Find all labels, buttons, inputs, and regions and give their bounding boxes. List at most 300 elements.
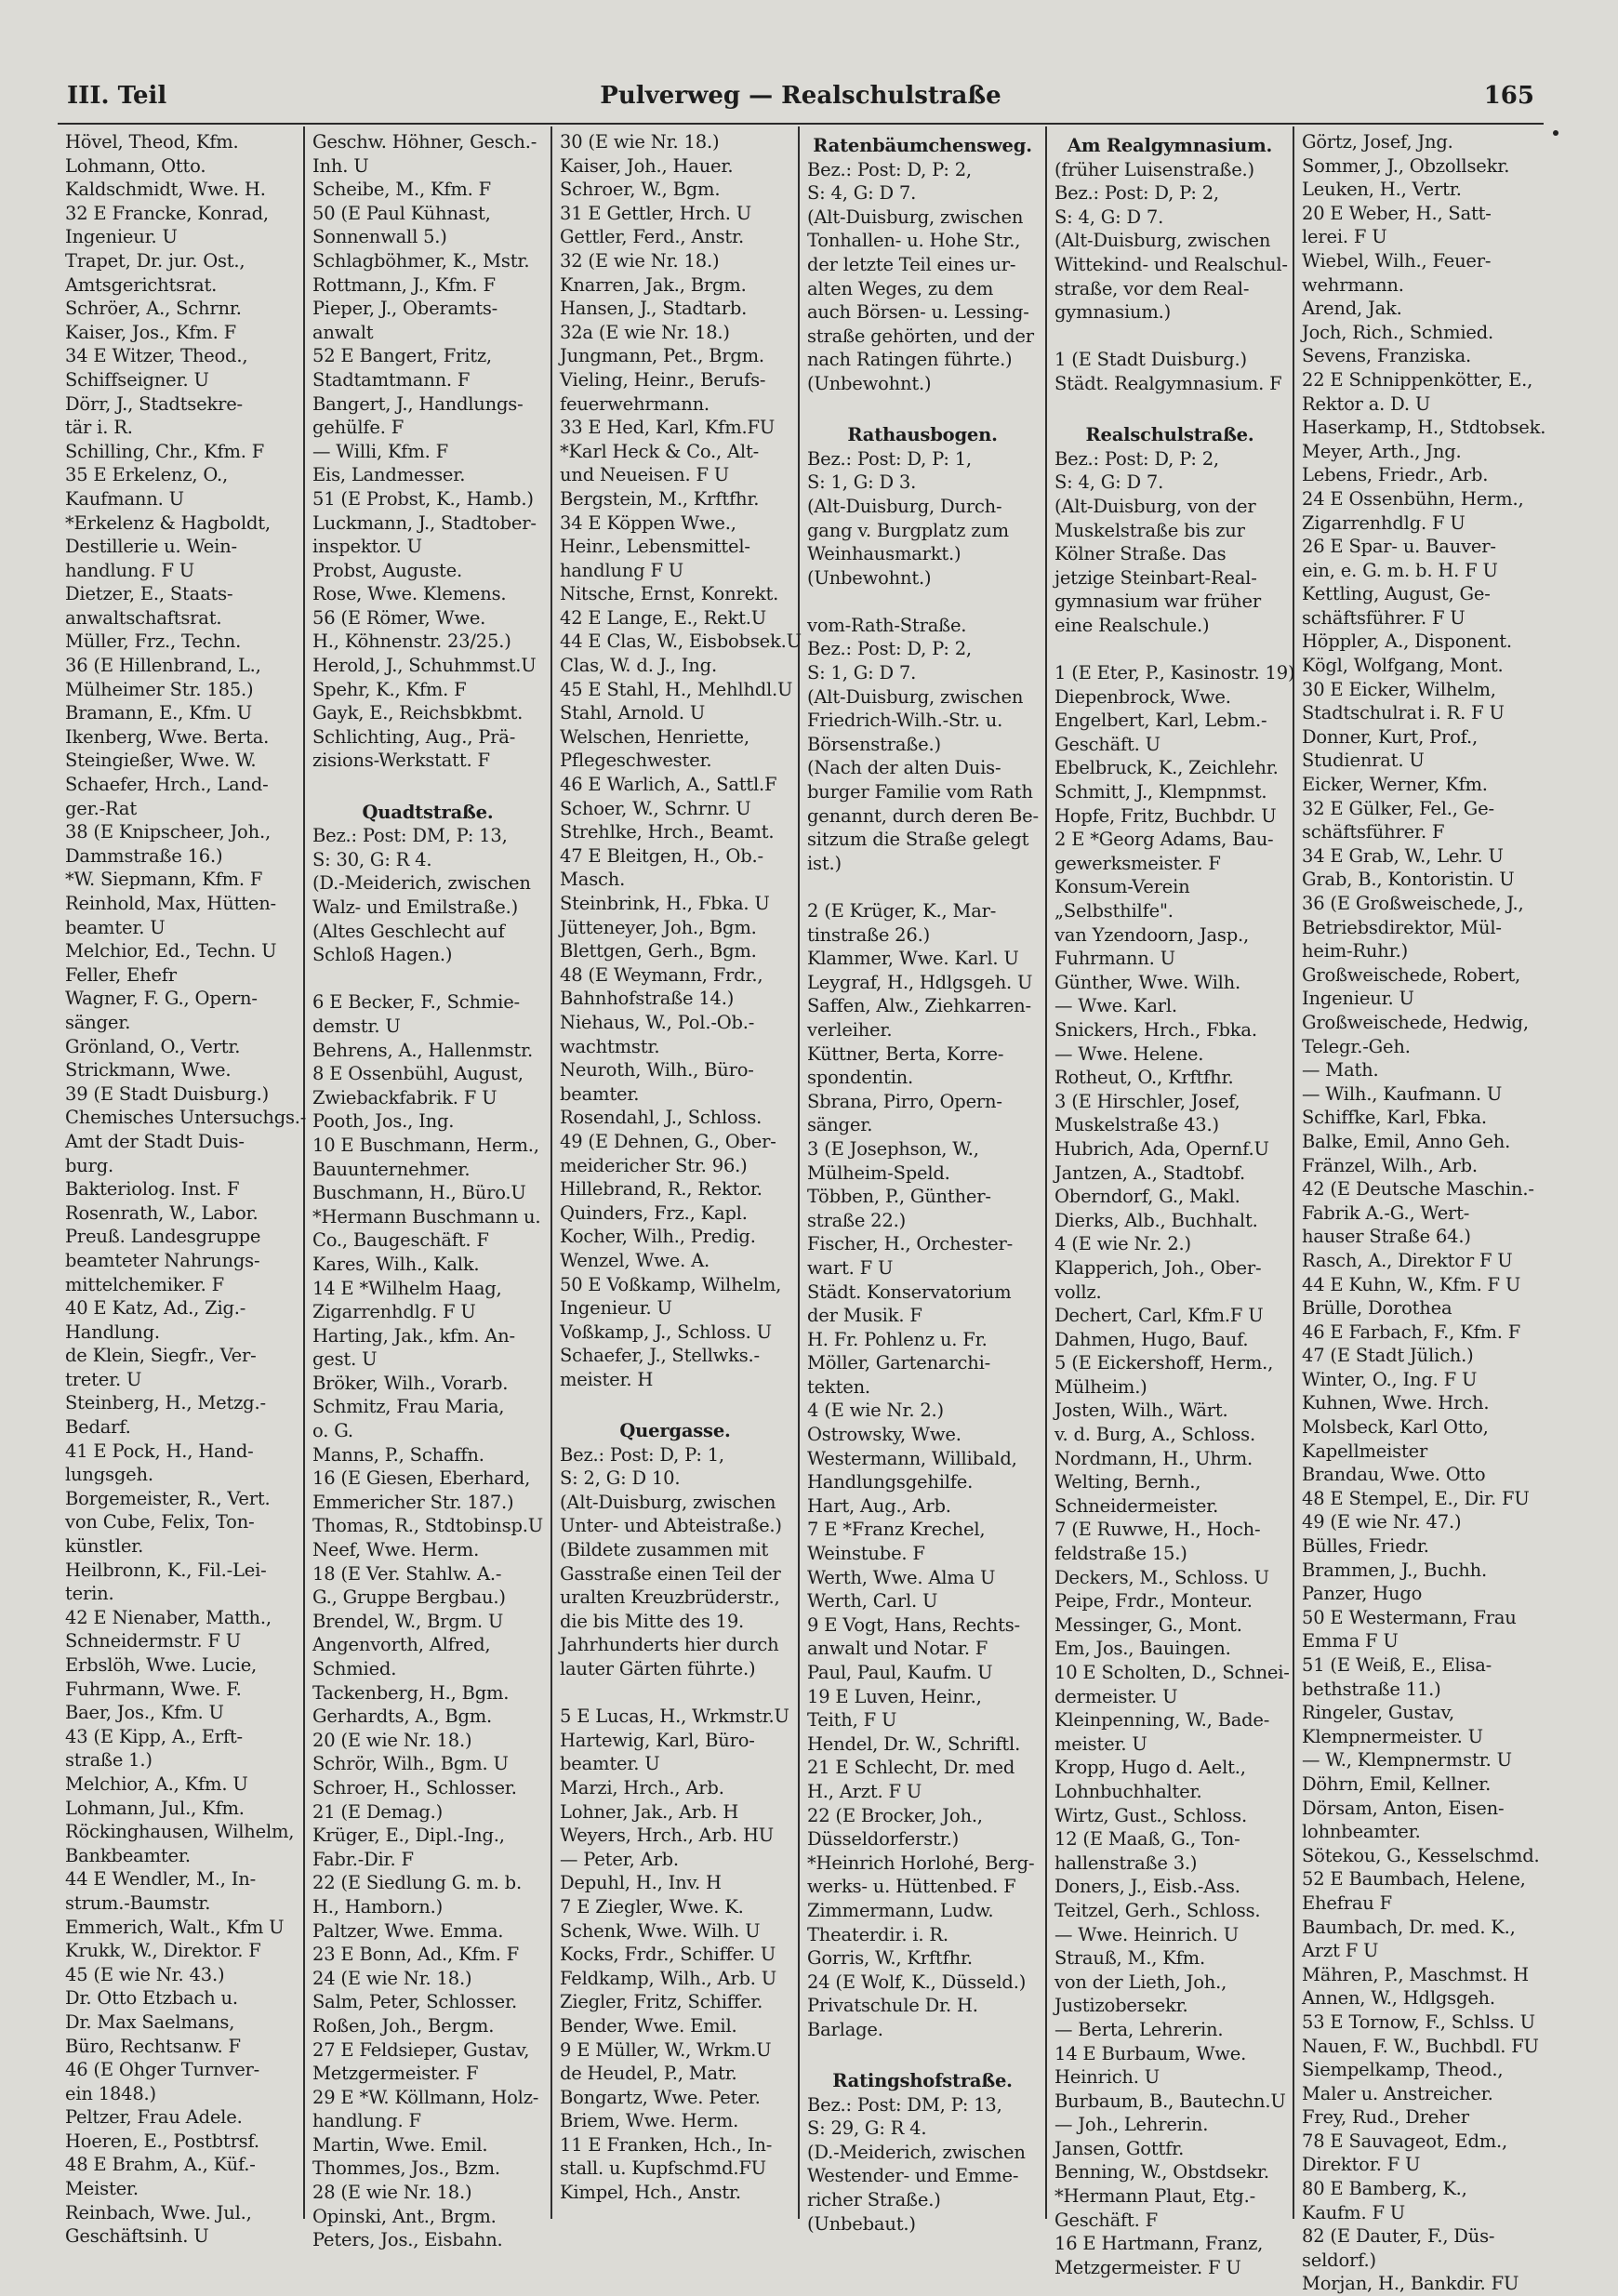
directory-line: auch Börsen- u. Lessing-: [807, 301, 1029, 324]
directory-line: Masch.: [560, 869, 626, 891]
directory-line: Weinstube. F: [807, 1543, 925, 1565]
directory-line: Stahl, Arnold. U: [560, 702, 706, 724]
column-6: [1294, 126, 1546, 2295]
directory-line: Pieper, J., Oberamts-: [312, 298, 498, 320]
directory-line: Quinders, Frz., Kapl.: [560, 1201, 748, 1224]
directory-line: Zigarrenhdlg. F U: [312, 1301, 476, 1323]
directory-line: Baumbach, Dr. med. K.,: [1302, 1916, 1516, 1938]
directory-line: *Karl Heck & Co., Alt-: [560, 440, 759, 462]
directory-line: Annen, W., Hdlgsgeh.: [1302, 1987, 1495, 2010]
directory-line: Städt. Konservatorium: [807, 1281, 1012, 1303]
directory-line: Burbaum, B., Bautechn.U: [1054, 2090, 1286, 2112]
directory-line: Maler u. Anstreicher.: [1302, 2082, 1493, 2104]
directory-line: Rektor a. D. U: [1302, 392, 1431, 415]
directory-line: Leygraf, H., Hdlgsgeh. U: [807, 971, 1033, 993]
directory-line: straße, vor dem Real-: [1054, 277, 1250, 299]
directory-line: Pooth, Jos., Ing.: [312, 1110, 455, 1133]
directory-line: 10 E Buschmann, Herm.,: [312, 1134, 539, 1156]
directory-line: 52 E Bangert, Fritz,: [312, 345, 492, 367]
directory-line: [1054, 637, 1285, 661]
directory-line: 10 E Scholten, D., Schnei-: [1054, 1662, 1290, 1683]
directory-line: Krüger, E., Dipl.-Ing.,: [312, 1825, 505, 1847]
directory-line: stall. u. Kupfschmd.FU: [560, 2157, 766, 2180]
directory-line: Heinrich. U: [1054, 2066, 1160, 2089]
directory-line: v. d. Burg, A., Schloss.: [1054, 1424, 1255, 1446]
directory-line: 45 E Stahl, H., Mehlhdl.U: [560, 678, 793, 700]
directory-line: o. G.: [312, 1420, 353, 1442]
directory-line: Dörr, J., Stadtsekre-: [65, 392, 243, 415]
directory-line: Werth, Wwe. Alma U: [807, 1566, 996, 1588]
directory-line: H. Fr. Pohlenz u. Fr.: [807, 1328, 988, 1350]
directory-line: H., Arzt. F U: [807, 1780, 922, 1802]
column-1: [58, 126, 307, 2248]
directory-line: 3 (E Hirschler, Josef,: [1054, 1090, 1240, 1112]
directory-line: Steinberg, H., Metzg.-: [65, 1392, 266, 1414]
directory-line: 32 E Gülker, Fel., Ge-: [1302, 797, 1494, 819]
directory-line: Bez.: Post: D, P: 2,: [807, 638, 972, 660]
directory-line: bethstraße 11.): [1302, 1678, 1441, 1700]
ink-speck: [1553, 130, 1558, 136]
directory-line: 29 E *W. Köllmann, Holz-: [312, 2086, 539, 2108]
directory-line: Tonhallen- u. Hohe Str.,: [807, 230, 1021, 252]
directory-line: Oberndorf, G., Makl.: [1054, 1186, 1240, 1208]
directory-line: anwaltschaftsrat.: [65, 606, 222, 629]
directory-line: (Alt-Duisburg, Durch-: [807, 495, 1002, 517]
directory-line: Klempnermeister. U: [1302, 1725, 1483, 1747]
directory-line: — Wwe. Heinrich. U: [1054, 1923, 1239, 1945]
directory-line: Bez.: Post: D, P: 1,: [807, 447, 972, 470]
directory-line: [560, 1681, 790, 1705]
directory-line: 7 E *Franz Krechel,: [807, 1519, 986, 1541]
directory-line: Amt der Stadt Duis-: [65, 1130, 245, 1152]
directory-line: uralten Kreuzbrüderstr.,: [560, 1586, 780, 1609]
directory-line: S: 30, G: R 4.: [312, 848, 432, 870]
directory-line: alten Weges, zu dem: [807, 277, 994, 299]
directory-line: Trapet, Dr. jur. Ost.,: [65, 249, 245, 272]
directory-line: Grönland, O., Vertr.: [65, 1035, 241, 1057]
directory-line: und Neueisen. F U: [560, 464, 730, 486]
directory-line: Opinski, Ant., Brgm.: [312, 2205, 497, 2227]
directory-line: 12 (E Maaß, G., Ton-: [1054, 1828, 1240, 1851]
directory-line: Behrens, A., Hallenmstr.: [312, 1039, 534, 1061]
directory-line: Ikenberg, Wwe. Berta.: [65, 725, 270, 748]
directory-line: Teitzel, Gerh., Schloss.: [1054, 1899, 1261, 1921]
directory-line: 49 (E wie Nr. 47.): [1302, 1511, 1462, 1533]
directory-line: Marzi, Hrch., Arb.: [560, 1776, 724, 1798]
directory-line: Schiffke, Karl, Fbka.: [1302, 1107, 1487, 1129]
directory-line: 22 (E Siedlung G. m. b.: [312, 1872, 522, 1894]
directory-line: Hart, Aug., Arb.: [807, 1494, 951, 1517]
directory-line: 44 E Wendler, M., In-: [65, 1868, 257, 1891]
directory-line: wachtmstr.: [560, 1035, 660, 1057]
directory-line: Kimpel, Hch., Anstr.: [560, 2182, 741, 2204]
directory-line: Sötekou, G., Kesselschmd.: [1302, 1844, 1540, 1866]
directory-line: die bis Mitte des 19.: [560, 1610, 745, 1632]
directory-line: beamteter Nahrungs-: [65, 1249, 260, 1271]
directory-line: Metzgermeister. F U: [1054, 2256, 1241, 2278]
directory-line: sänger.: [65, 1011, 131, 1033]
directory-line: (D.-Meiderich, zwischen: [807, 2141, 1026, 2163]
directory-line: Kocks, Frdr., Schiffer. U: [560, 1944, 776, 1966]
directory-line: Düsseldorferstr.): [807, 1828, 960, 1851]
directory-line: Wittekind- und Realschul-: [1054, 253, 1288, 275]
directory-line: Clas, W. d. J., Ing.: [560, 655, 717, 677]
directory-line: 34 E Witzer, Theod.,: [65, 345, 248, 367]
directory-line: 7 E Ziegler, Wwe. K.: [560, 1895, 744, 1918]
directory-line: Morjan, H., Bankdir. FU: [1302, 2273, 1519, 2295]
directory-line: 4 (E wie Nr. 2.): [807, 1400, 944, 1422]
directory-line: Panzer, Hugo: [1302, 1583, 1423, 1605]
directory-line: Thommes, Jos., Bzm.: [312, 2157, 500, 2180]
directory-line: 5 E Lucas, H., Wrkmstr.U: [560, 1705, 789, 1728]
directory-line: [807, 2042, 1038, 2066]
directory-line: Deckers, M., Schloss. U: [1054, 1566, 1269, 1588]
directory-line: Büro, Rechtsanw. F: [65, 2035, 241, 2057]
directory-line: 2 (E Krüger, K., Mar-: [807, 900, 997, 922]
directory-line: Barlage.: [807, 2018, 883, 2040]
directory-line: Kaufm. F U: [1302, 2201, 1406, 2223]
column-4: [800, 126, 1047, 2235]
directory-line: — Berta, Lehrerin.: [1054, 2018, 1224, 2040]
directory-line: „Selbsthilfe".: [1054, 900, 1174, 922]
directory-line: Diepenbrock, Wwe.: [1054, 685, 1231, 708]
directory-line: Mülheim-Speld.: [807, 1161, 950, 1184]
directory-line: Vieling, Heinr., Berufs-: [560, 368, 766, 391]
directory-line: Spehr, K., Kfm. F: [312, 678, 467, 700]
directory-line: 20 E Weber, H., Satt-: [1302, 202, 1492, 224]
directory-line: [1054, 325, 1285, 349]
directory-line: Steingießer, Wwe. W.: [65, 750, 257, 772]
directory-line: Roßen, Joh., Bergm.: [312, 2014, 495, 2037]
directory-line: inspektor. U: [312, 536, 422, 558]
directory-line: Paul, Paul, Kaufm. U: [807, 1662, 993, 1683]
directory-line: 7 (E Ruwwe, H., Hoch-: [1054, 1519, 1261, 1541]
directory-line: Studienrat. U: [1302, 750, 1425, 772]
directory-line: 30 E Eicker, Wilhelm,: [1302, 678, 1496, 700]
directory-line: Hövel, Theod, Kfm.: [65, 131, 239, 153]
running-title: Pulverweg — Realschulstraße: [600, 82, 1001, 110]
directory-line: 22 E Schnippenkötter, E.,: [1302, 368, 1533, 391]
directory-line: feldstraße 15.): [1054, 1543, 1187, 1565]
directory-line: Scheibe, M., Kfm. F: [312, 179, 491, 201]
directory-line: dermeister. U: [1054, 1685, 1178, 1707]
directory-line: [807, 396, 1038, 420]
directory-line: Dr. Otto Etzbach u.: [65, 1987, 238, 2010]
directory-line: Donner, Kurt, Prof.,: [1302, 725, 1478, 748]
directory-line: Lohnbuchhalter.: [1054, 1780, 1202, 1802]
directory-line: — Wwe. Helene.: [1054, 1042, 1204, 1065]
directory-line: Schmitt, J., Klempnmst.: [1054, 781, 1267, 803]
directory-line: Lohmann, Otto.: [65, 154, 206, 177]
directory-line: Bez.: Post: D, P: 2,: [1054, 447, 1219, 470]
directory-line: Blettgen, Gerh., Bgm.: [560, 940, 757, 962]
directory-line: Reinbach, Wwe. Jul.,: [65, 2201, 252, 2223]
directory-line: Dahmen, Hugo, Bauf.: [1054, 1328, 1249, 1350]
directory-line: — W., Klempnermstr. U: [1302, 1749, 1512, 1772]
directory-line: Geschäft. F: [1054, 2209, 1159, 2231]
directory-line: Wirtz, Gust., Schloss.: [1054, 1804, 1247, 1826]
directory-line: 47 (E Stadt Jülich.): [1302, 1345, 1474, 1367]
directory-line: Neuroth, Wilh., Büro-: [560, 1059, 754, 1082]
directory-line: Inh. U: [312, 154, 369, 177]
directory-line: Peipe, Frdr., Monteur.: [1054, 1590, 1253, 1613]
directory-line: tekten.: [807, 1375, 870, 1398]
directory-line: Eis, Landmesser.: [312, 464, 466, 486]
directory-line: Schilling, Chr., Kfm. F: [65, 440, 265, 462]
directory-line: handlung. F: [312, 2110, 421, 2132]
directory-line: vom-Rath-Straße.: [807, 614, 967, 636]
directory-line: 30 (E wie Nr. 18.): [560, 131, 720, 153]
directory-line: Handlungsgehilfe.: [807, 1471, 974, 1493]
directory-line: demstr. U: [312, 1015, 401, 1037]
directory-line: 32 (E wie Nr. 18.): [560, 249, 720, 272]
directory-line: 24 (E Wolf, K., Düsseld.): [807, 1971, 1027, 1993]
directory-line: Bedarf.: [65, 1416, 131, 1439]
directory-line: schäftsführer. F: [1302, 821, 1445, 843]
directory-line: Rosenrath, W., Labor.: [65, 1201, 259, 1224]
directory-line: gehülfe. F: [312, 417, 404, 439]
directory-line: Hubrich, Ada, Opernf.U: [1054, 1137, 1269, 1160]
directory-line: straße 22.): [807, 1209, 906, 1231]
directory-line: Kocher, Wilh., Predig.: [560, 1226, 756, 1248]
directory-line: Ingenieur. U: [1302, 988, 1414, 1010]
directory-line: S: 1, G: D 7.: [807, 662, 917, 684]
directory-line: Joch, Rich., Schmied.: [1302, 321, 1494, 343]
directory-line: Hartewig, Karl, Büro-: [560, 1729, 755, 1751]
directory-line: 33 E Hed, Karl, Kfm.FU: [560, 417, 776, 439]
directory-line: Bankbeamter.: [65, 1844, 191, 1866]
directory-line: Bez.: Post: DM, P: 13,: [807, 2093, 1002, 2116]
directory-line: Strauß, M., Kfm.: [1054, 1947, 1205, 1970]
directory-line: 9 E Vogt, Hans, Rechts-: [807, 1613, 1020, 1636]
directory-line: 28 (E wie Nr. 18.): [312, 2182, 472, 2204]
directory-line: Hoeren, E., Postbtrsf.: [65, 2130, 259, 2152]
directory-line: 48 E Stempel, E., Dir. FU: [1302, 1487, 1530, 1509]
directory-line: 56 (E Römer, Wwe.: [312, 606, 486, 629]
directory-line: von Cube, Felix, Ton-: [65, 1511, 255, 1533]
directory-line: schäftsführer. F U: [1302, 606, 1465, 629]
directory-line: Harting, Jak., kfm. An-: [312, 1324, 515, 1347]
directory-line: Ziegler, Fritz, Schiffer.: [560, 1991, 763, 2013]
directory-line: ein 1848.): [65, 2082, 156, 2104]
directory-line: Sonnenwall 5.): [312, 226, 447, 248]
directory-line: (Alt-Duisburg, zwischen: [807, 685, 1024, 708]
directory-line: Melchior, A., Kfm. U: [65, 1772, 248, 1795]
directory-line: Emmerich, Walt., Kfm U: [65, 1916, 285, 1938]
directory-line: beamter. U: [560, 1753, 660, 1775]
directory-line: 47 E Bleitgen, H., Ob.-: [560, 844, 763, 867]
directory-line: Höppler, A., Disponent.: [1302, 630, 1512, 653]
directory-line: Hendel, Dr. W., Schriftl.: [807, 1732, 1021, 1755]
directory-line: Geschäftsinh. U: [65, 2225, 209, 2248]
directory-line: *Erkelenz & Hagboldt,: [65, 511, 271, 534]
directory-line: 22 (E Brocker, Joh.,: [807, 1804, 983, 1826]
directory-line: Schneidermeister.: [1054, 1494, 1219, 1517]
directory-line: Brülle, Dorothea: [1302, 1297, 1452, 1320]
directory-line: Werth, Carl. U: [807, 1590, 938, 1613]
directory-line: Schroer, H., Schlosser.: [312, 1776, 517, 1798]
directory-line: sänger.: [807, 1114, 873, 1136]
directory-line: Hopfe, Fritz, Buchbdr. U: [1054, 804, 1277, 827]
directory-line: 42 E Lange, E., Rekt.U: [560, 606, 766, 629]
directory-line: Probst, Auguste.: [312, 559, 462, 581]
directory-line: S: 29, G: R 4.: [807, 2117, 927, 2140]
directory-line: Kaldschmidt, Wwe. H.: [65, 179, 266, 201]
directory-line: Jahrhunderts hier durch: [560, 1634, 779, 1656]
directory-line: Niehaus, W., Pol.-Ob.-: [560, 1011, 755, 1033]
directory-line: 38 (E Knipscheer, Joh.,: [65, 821, 271, 843]
directory-line: Molsbeck, Karl Otto,: [1302, 1416, 1489, 1439]
directory-line: 50 E Voßkamp, Wilhelm,: [560, 1273, 782, 1295]
directory-line: Kropp, Hugo d. Aelt.,: [1054, 1757, 1246, 1779]
directory-line: Rose, Wwe. Klemens.: [312, 583, 507, 605]
directory-line: Unter- und Abteistraße.): [560, 1515, 782, 1537]
directory-line: Briem, Wwe. Herm.: [560, 2110, 739, 2132]
directory-line: 27 E Feldsieper, Gustav,: [312, 2038, 530, 2061]
directory-line: Salm, Peter, Schlosser.: [312, 1991, 517, 2013]
street-heading: Quergasse.: [619, 1420, 731, 1442]
directory-line: Neef, Wwe. Herm.: [312, 1539, 480, 1561]
directory-line: Snickers, Hrch., Fbka.: [1054, 1018, 1257, 1041]
directory-line: Steinbrink, H., Fbka. U: [560, 893, 770, 914]
directory-line: 41 E Pock, H., Hand-: [65, 1440, 254, 1462]
directory-line: H., Hamborn.): [312, 1895, 444, 1918]
directory-line: [312, 773, 543, 797]
directory-line: 82 (E Dauter, F., Düs-: [1302, 2225, 1495, 2248]
directory-line: Ingenieur. U: [560, 1297, 672, 1320]
directory-line: Strehlke, Hrch., Beamt.: [560, 821, 775, 843]
directory-line: Kaiser, Jos., Kfm. F: [65, 321, 236, 343]
directory-line: Jungmann, Pet., Brgm.: [560, 345, 764, 367]
directory-line: Heinr., Lebensmittel-: [560, 536, 750, 558]
directory-line: Rotheut, O., Krftfhr.: [1054, 1067, 1234, 1089]
directory-line: Mülheim.): [1054, 1375, 1147, 1398]
street-heading: Ratingshofstraße.: [832, 2070, 1013, 2092]
street-heading: Am Realgymnasium.: [1067, 135, 1273, 156]
directory-line: Arend, Jak.: [1302, 298, 1402, 320]
directory-line: Herold, J., Schuhmmst.U: [312, 655, 537, 677]
directory-line: 34 E Köppen Wwe.,: [560, 511, 736, 534]
directory-line: hallenstraße 3.): [1054, 1851, 1198, 1874]
directory-line: Bez.: Post: DM, P: 13,: [312, 825, 508, 847]
directory-line: Metzgermeister. F: [312, 2063, 479, 2085]
directory-line: Amtsgerichtsrat.: [65, 273, 218, 296]
directory-line: Voßkamp, J., Schloss. U: [560, 1321, 772, 1343]
directory-line: tär i. R.: [65, 417, 133, 439]
directory-line: Weinhausmarkt.): [807, 543, 962, 565]
directory-line: (Bildete zusammen mit: [560, 1539, 769, 1561]
directory-line: Walz- und Emilstraße.): [312, 896, 519, 918]
directory-line: Müller, Frz., Techn.: [65, 630, 242, 653]
directory-line: Weyers, Hrch., Arb. HU: [560, 1825, 774, 1847]
directory-line: 32 E Francke, Konrad,: [65, 202, 269, 224]
directory-line: beamter. U: [65, 916, 166, 938]
directory-line: 2 E *Georg Adams, Bau-: [1054, 829, 1274, 851]
directory-line: Tackenberg, H., Bgm.: [312, 1681, 510, 1704]
directory-line: Zwiebackfabrik. F U: [312, 1086, 497, 1108]
column-5: [1047, 126, 1295, 2278]
column-3: [552, 126, 800, 2219]
directory-line: nach Ratingen führte.): [807, 349, 1013, 371]
directory-line: Kuhnen, Wwe. Hrch.: [1302, 1392, 1490, 1414]
directory-line: Schmitz, Frau Maria,: [312, 1396, 505, 1418]
directory-line: Geschw. Höhner, Gesch.-: [312, 131, 537, 153]
directory-line: 23 E Bonn, Ad., Kfm. F: [312, 1944, 519, 1966]
directory-line: gewerksmeister. F: [1054, 852, 1221, 874]
directory-line: Frey, Rud., Dreher: [1302, 2106, 1469, 2129]
directory-line: Bangert, J., Handlungs-: [312, 392, 524, 415]
directory-line: 26 E Spar- u. Bauver-: [1302, 536, 1496, 558]
directory-line: Em, Jos., Bauingen.: [1054, 1638, 1231, 1660]
header-rule: [58, 123, 1544, 125]
directory-line: Westermann, Willibald,: [807, 1447, 1017, 1469]
directory-line: 49 (E Dehnen, G., Ober-: [560, 1130, 776, 1152]
directory-line: 3 (E Josephson, W.,: [807, 1137, 979, 1160]
directory-line: Bez.: Post: D, P: 2,: [807, 158, 972, 180]
directory-line: meister. H: [560, 1368, 654, 1390]
directory-line: wehrmann.: [1302, 273, 1404, 296]
directory-line: Kaufmann. U: [65, 487, 184, 510]
directory-line: S: 4, G: D 7.: [807, 182, 917, 205]
directory-line: Schlichting, Aug., Prä-: [312, 725, 516, 748]
directory-line: 31 E Gettler, Hrch. U: [560, 202, 752, 224]
directory-line: 5 (E Eickershoff, Herm.,: [1054, 1352, 1274, 1374]
directory-line: Thomas, R., Stdtobinsp.U: [312, 1515, 543, 1537]
directory-line: Schmied.: [312, 1658, 397, 1679]
directory-line: 35 E Erkelenz, O.,: [65, 464, 229, 486]
directory-line: H., Köhnenstr. 23/25.): [312, 630, 511, 653]
street-heading: Ratenbäumchensweg.: [813, 135, 1032, 156]
directory-line: Gettler, Ferd., Anstr.: [560, 226, 745, 248]
directory-line: 43 (E Kipp, A., Erft-: [65, 1725, 243, 1747]
directory-line: Martin, Wwe. Emil.: [312, 2133, 488, 2156]
directory-line: *Heinrich Horlohé, Berg-: [807, 1851, 1035, 1874]
directory-line: Küttner, Berta, Korre-: [807, 1042, 1004, 1065]
directory-line: 32a (E wie Nr. 18.): [560, 321, 730, 343]
directory-line: — Math.: [1302, 1059, 1379, 1082]
directory-line: *Hermann Plaut, Etg.-: [1054, 2185, 1255, 2208]
directory-line: Bergstein, M., Krftfhr.: [560, 487, 760, 510]
directory-line: Engelbert, Karl, Lebm.-: [1054, 710, 1267, 732]
directory-line: Krukk, W., Direktor. F: [65, 1940, 261, 1962]
directory-line: Lebens, Friedr., Arb.: [1302, 464, 1489, 486]
directory-line: meister. U: [1054, 1732, 1147, 1755]
directory-line: Bakteriolog. Inst. F: [65, 1178, 240, 1201]
directory-line: 4 (E wie Nr. 2.): [1054, 1233, 1191, 1255]
directory-line: feuerwehrmann.: [560, 392, 710, 415]
directory-line: Ingenieur. U: [65, 226, 178, 248]
directory-line: Többen, P., Günther-: [807, 1186, 991, 1208]
directory-line: Muskelstraße bis zur: [1054, 519, 1245, 541]
directory-line: [312, 967, 543, 991]
street-heading: Rathausbogen.: [847, 424, 998, 446]
directory-line: 52 E Baumbach, Helene,: [1302, 1868, 1526, 1891]
directory-line: Reinhold, Max, Hütten-: [65, 893, 276, 914]
directory-line: Gasstraße einen Teil der: [560, 1562, 781, 1585]
directory-line: Destillerie u. Wein-: [65, 536, 237, 558]
directory-line: Dörsam, Anton, Eisen-: [1302, 1797, 1505, 1819]
directory-line: Preuß. Landesgruppe: [65, 1226, 261, 1248]
directory-line: de Heudel, P., Matr.: [560, 2063, 737, 2085]
directory-line: Klammer, Wwe. Karl. U: [807, 948, 1019, 970]
directory-line: Sbrana, Pirro, Opern-: [807, 1090, 1002, 1112]
directory-line: 50 E Westermann, Frau: [1302, 1606, 1517, 1628]
directory-line: Justizobersekr.: [1054, 1995, 1188, 2017]
directory-line: Borgemeister, R., Vert.: [65, 1487, 271, 1509]
directory-line: 46 E Warlich, A., Sattl.F: [560, 774, 777, 796]
directory-line: *W. Siepmann, Kfm. F: [65, 869, 263, 891]
directory-line: 46 E Farbach, F., Kfm. F: [1302, 1321, 1521, 1343]
